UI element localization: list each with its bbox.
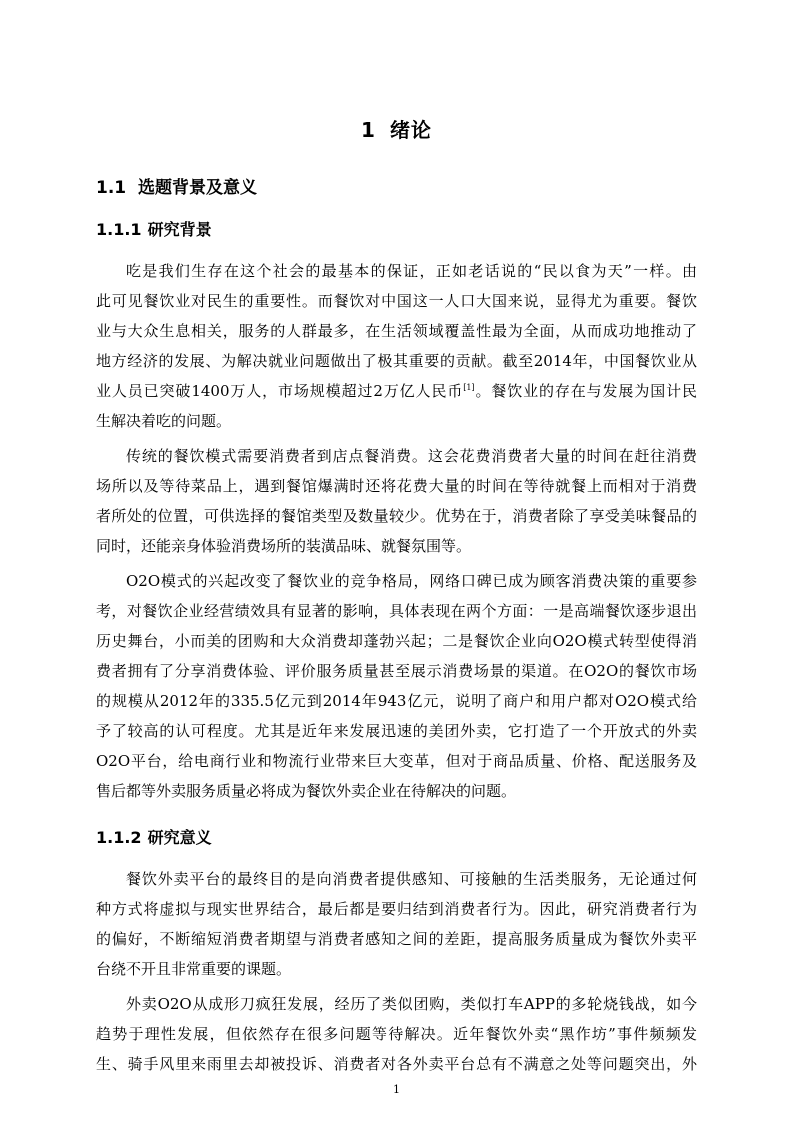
paragraph-line-tail: 。餐饮业的存在与发展为国计民	[474, 382, 697, 400]
paragraph-1	[96, 256, 697, 436]
paragraph-line-with-citation	[96, 376, 697, 406]
paragraph-line: 者所处的位置，可供选择的餐馆类型及数量较少。优势在于，消费者除了享受美味餐品的	[96, 507, 697, 525]
section-number: 1.1	[96, 178, 127, 198]
paragraph-line: 考，对餐饮企业经营绩效具有显著的影响，具体表现在两个方面：一是高端餐饮逐步退出	[96, 602, 697, 620]
paragraph-line-text: 业人员已突破1400万人，市场规模超过2万亿人民币	[96, 382, 464, 400]
paragraph-line: 台绕不开且非常重要的课题。	[96, 960, 292, 978]
subsection-heading-background	[96, 217, 212, 240]
paragraph-4	[96, 864, 697, 984]
paragraph-line: 的偏好，不断缩短消费者期望与消费者感知之间的差距，提高服务质量成为餐饮外卖平	[96, 930, 697, 948]
paragraph-line: 费者拥有了分享消费体验、评价服务质量甚至展示消费场景的渠道。在O2O的餐饮市场	[96, 662, 697, 680]
section-heading	[96, 173, 257, 198]
paragraph-line: 此可见餐饮业对民生的重要性。而餐饮对中国这一人口大国来说，显得尤为重要。餐饮	[96, 292, 697, 310]
page-number: 1	[393, 1083, 400, 1096]
paragraph-line: 外卖O2O从成形刀疯狂发展，经历了类似团购，类似打车APP的多轮烧钱战，如今	[126, 995, 697, 1013]
paragraph-line: O2O平台，给电商行业和物流行业带来巨大变革，但对于商品质量、价格、配送服务及	[96, 752, 697, 770]
paragraph-line: 历史舞台，小而美的团购和大众消费却蓬勃兴起；二是餐饮企业向O2O模式转型使得消	[96, 632, 697, 650]
paragraph-line: 场所以及等待菜品上，遇到餐馆爆满时还将花费大量的时间在等待就餐上而相对于消费	[96, 477, 697, 495]
paragraph-line: 种方式将虚拟与现实世界结合，最后都是要归结到消费者行为。因此，研究消费者行为	[96, 900, 697, 918]
paragraph-line: 予了较高的认可程度。尤其是近年来发展迅速的美团外卖，它打造了一个开放式的外卖	[96, 722, 697, 740]
paragraph-2	[96, 441, 697, 561]
paragraph-line: 地方经济的发展、为解决就业问题做出了极其重要的贡献。截至2014年，中国餐饮业从	[96, 352, 697, 370]
subsection-number: 1.1.2	[96, 828, 142, 847]
chapter-number: 1	[361, 118, 376, 142]
paragraph-line: 餐饮外卖平台的最终目的是向消费者提供感知、可接触的生活类服务，无论通过何	[126, 870, 697, 888]
paragraph-line: 同时，还能亲身体验消费场所的装潢品味、就餐氛围等。	[96, 537, 472, 555]
paragraph-3	[96, 566, 697, 806]
paragraph-line: 售后都等外卖服务质量必将成为餐饮外卖企业在待解决的问题。	[96, 782, 517, 800]
paragraph-line: 传统的餐饮模式需要消费者到店点餐消费。这会花费消费者大量的时间在赶往消费	[126, 447, 697, 465]
paragraph-line: 的规模从2012年的335.5亿元到2014年943亿元，说明了商户和用户都对O2O模式给	[96, 692, 697, 710]
paragraph-5	[96, 989, 697, 1079]
paragraph-line: 趋势于理性发展，但依然存在很多问题等待解决。近年餐饮外卖“黑作坊”事件频频发	[96, 1025, 697, 1043]
section-title-text: 选题背景及意义	[138, 178, 258, 198]
subsection-title-text: 研究意义	[147, 828, 212, 847]
paragraph-line: 生、骑手风里来雨里去却被投诉、消费者对各外卖平台总有不满意之处等问题突出，外	[96, 1055, 697, 1073]
citation-marker: [1]	[463, 383, 475, 392]
paragraph-line: 吃是我们生存在这个社会的最基本的保证，正如老话说的“民以食为天”一样。由	[126, 262, 697, 280]
chapter-title-text: 绪论	[389, 118, 432, 142]
subsection-title-text: 研究背景	[147, 220, 212, 239]
subsection-heading-significance	[96, 825, 212, 848]
paragraph-line: 业与大众生息相关，服务的人群最多，在生活领域覆盖性最为全面，从而成功地推动了	[96, 322, 697, 340]
chapter-title	[0, 114, 793, 143]
paragraph-line: 生解决着吃的问题。	[96, 412, 232, 430]
subsection-number: 1.1.1	[96, 220, 142, 239]
paragraph-line: O2O模式的兴起改变了餐饮业的竞争格局，网络口碑已成为顾客消费决策的重要参	[126, 572, 697, 590]
